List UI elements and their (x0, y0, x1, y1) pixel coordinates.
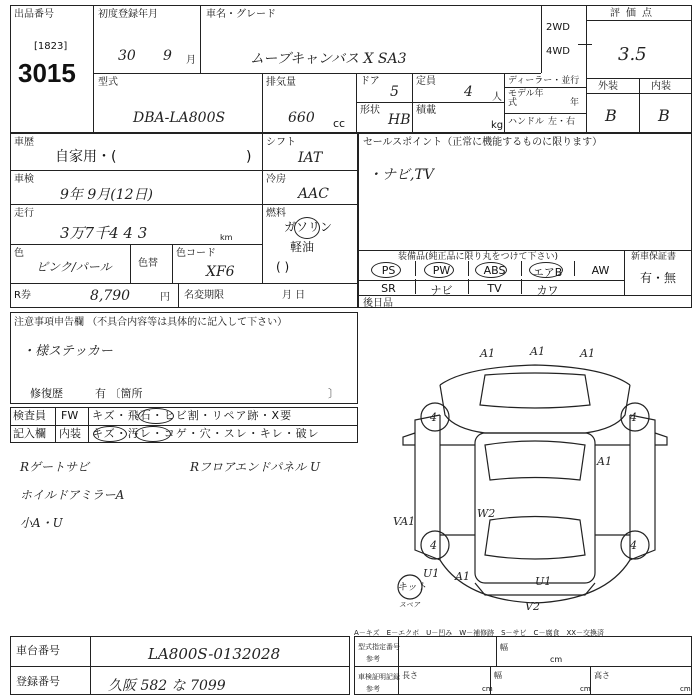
lot-code: [1823] (34, 41, 68, 52)
equip-airbag-circle (529, 262, 563, 278)
mark-right-side: A1 (597, 455, 612, 468)
model-label: 型式 (98, 77, 118, 88)
spec-label: 型式指定番号 (358, 643, 400, 651)
mark-rear-quarter: A1 (455, 570, 470, 583)
fuel-gas[interactable]: ガソリン (284, 220, 333, 234)
height-label: 高さ (594, 671, 610, 680)
handle-label: ハンドル (508, 117, 545, 127)
hood-outline (480, 373, 590, 408)
exterior-value: B (605, 106, 617, 125)
equip-ps-circle (371, 262, 401, 278)
color-code-value: XF6 (206, 264, 235, 280)
equipment-item-1-1[interactable]: PW (432, 264, 451, 277)
shape-value: HB (388, 112, 411, 128)
capacity-unit: 人 (492, 92, 502, 103)
ac-label: 冷房 (266, 174, 286, 185)
interior-scratch-circle (93, 426, 127, 442)
first-reg-label: 初度登録年月 (98, 9, 158, 20)
history-close: ) (246, 149, 252, 165)
length-unit: cm (482, 685, 493, 693)
shift-label: シフト (266, 137, 296, 148)
capacity-label: 定員 (416, 76, 436, 87)
mileage-label: 走行 (14, 208, 34, 219)
displacement-unit: cc (333, 117, 346, 130)
mark-front-left: A1 (480, 347, 495, 360)
equipment-item-2-0[interactable]: SR (381, 282, 396, 295)
ac-value: AAC (298, 186, 329, 202)
first-reg-month: 9 (163, 48, 172, 64)
chassis-value: LA800S-0132028 (148, 645, 281, 663)
history-value: 自家用・( (55, 149, 117, 165)
repair-close: 〕 (328, 387, 339, 400)
width-unit: cm (580, 685, 591, 693)
mark-rear-window: W2 (477, 507, 496, 520)
year-unit: 年 (570, 98, 580, 108)
spec-width-label: 幅 (500, 643, 508, 652)
fuel-gas-circle (294, 217, 320, 239)
color-label: 色 (14, 248, 24, 259)
sales-label: セールスポイント（正常に機能するものに限ります） (363, 137, 603, 148)
equipment-item-1-0[interactable]: PS (381, 264, 396, 277)
interior-dirt-circle (135, 426, 171, 442)
mark-rear-bumper: V2 (525, 600, 540, 613)
month-unit: 月 (186, 55, 196, 66)
history-label: 車歴 (14, 137, 34, 148)
notes-value: ・様ステッカー (22, 344, 113, 359)
mark-front-right: A1 (580, 347, 595, 360)
shift-value: IAT (298, 150, 323, 166)
equip-abs-circle (475, 262, 507, 278)
fuel-diesel[interactable]: 軽油 (290, 240, 315, 254)
color-change-label: 色替 (138, 258, 158, 269)
name-value: ムーブキャンバス X SA3 (250, 51, 407, 67)
mark-kit: キット (397, 582, 427, 593)
color-value: ピンク/パール (36, 260, 112, 274)
load-unit: kg (491, 120, 504, 131)
sales-value: ・ナビ,TV (368, 167, 434, 183)
interior-items[interactable]: キズ・汚レ・コゲ・穴・スレ・キレ・破レ (92, 427, 320, 440)
mark-rear-left: U1 (423, 567, 440, 580)
equipment-item-2-1[interactable]: ナビ (430, 284, 453, 297)
equipment-item-1-3[interactable]: エアB (532, 266, 563, 279)
afterfit-label: 後日品 (363, 298, 393, 309)
mark-rear-center: U1 (535, 575, 552, 588)
handle-options[interactable]: 左・右 (548, 117, 576, 127)
yen-unit: 円 (160, 292, 170, 303)
spare-label: スペア (399, 601, 420, 609)
first-reg-year: 30 (118, 48, 136, 64)
mark-front-center: A1 (530, 345, 545, 358)
remark-3: 小A・U (20, 516, 63, 530)
inspector-label: 検査員 (13, 409, 46, 422)
fw-label: FW (61, 409, 79, 422)
interior-value: B (658, 106, 670, 125)
rear-window-outline (485, 517, 585, 560)
plate-label: 登録番号 (16, 675, 60, 688)
equipment-item-1-4[interactable]: AW (591, 264, 610, 277)
lot-number: 3015 (18, 58, 76, 88)
equipment-item-2-2[interactable]: TV (487, 282, 502, 295)
fuel-paren: ( ) (276, 260, 290, 274)
length-label: 長さ (402, 671, 418, 680)
damage-legend: A－キズ E－エクボ U－凹み W－補修跡 S－サビ C－腐食 XX－交換済 (354, 629, 605, 637)
inspection-label: 車検 (14, 174, 34, 185)
new-warranty-label: 新車保証書 (631, 252, 677, 262)
remark-1: Rゲートサビ (20, 460, 90, 474)
door-label: ドア (360, 76, 380, 87)
fw-chip-circle (138, 408, 174, 424)
plate-value: 久阪 582 な 7099 (108, 678, 226, 694)
spec-ref-label: 参考 (366, 655, 380, 663)
color-code-label: 色コード (176, 248, 216, 259)
repair-label: 修復歴 (30, 387, 63, 400)
date-units: 月 日 (282, 290, 306, 301)
displacement-label: 排気量 (266, 77, 296, 88)
mark-left-door: VA1 (393, 515, 416, 528)
door-value: 5 (390, 84, 399, 100)
recycle-value: 8,790 (90, 288, 131, 304)
repair-value: 有 〔箇所 (95, 387, 143, 400)
inspection-value: 9年 9月(12日) (60, 187, 154, 203)
equipment-item-2-3[interactable]: カワ (536, 284, 559, 297)
displacement-value: 660 (288, 110, 315, 126)
fuel-label: 燃料 (266, 208, 286, 219)
warranty-options[interactable]: 有・無 (640, 271, 677, 285)
fw-items[interactable]: キズ・飛石・ヒビ割・リペア跡・X要 (92, 409, 293, 422)
model-value: DBA-LA800S (133, 110, 226, 126)
equip-label: 装備品(純正品に限り丸をつけて下さい) (398, 252, 559, 262)
mark-wheel-fl: 4 (430, 411, 437, 424)
windshield-outline (485, 441, 585, 480)
remark-4: Rフロアエンドパネル U (190, 460, 321, 474)
equipment-item-1-2[interactable]: ABS (483, 264, 506, 277)
capacity-value: 4 (464, 84, 473, 100)
entry-label: 記入欄 (13, 427, 46, 440)
header-frame (10, 5, 692, 133)
height-unit: cm (680, 685, 691, 693)
equip-pw-circle (424, 262, 454, 278)
rating-value: 3.5 (618, 44, 647, 65)
chassis-label: 車台番号 (16, 644, 60, 657)
dealer-label[interactable]: ディーラー・並行 (508, 76, 580, 86)
load-label: 積載 (416, 105, 436, 116)
spec-cm-unit: cm (550, 655, 563, 664)
name-label: 車名・グレード (206, 9, 276, 20)
cert-ref-label: 参考 (366, 685, 380, 693)
mark-wheel-rl: 4 (430, 539, 437, 552)
exterior-label: 外装 (598, 81, 618, 92)
remark-2: ホイルドアミラーA (20, 488, 125, 502)
rating-label: 評価点 (610, 8, 658, 19)
lot-label: 出品番号 (14, 9, 54, 20)
mileage-unit: km (220, 233, 233, 242)
recycle-label: R券 (14, 290, 31, 301)
drive-2wd[interactable]: 2WD (546, 22, 570, 33)
model-year-label: モデル年式 (508, 89, 544, 108)
front-bumper-outline (440, 365, 630, 385)
interior-row-label: 内装 (59, 427, 81, 440)
width-label: 幅 (494, 671, 502, 680)
interior-label: 内装 (651, 81, 671, 92)
name-change-label: 名変期限 (184, 290, 224, 301)
cert-label: 車検証明記録 (358, 673, 400, 681)
mileage-value: 3万7千4 4 3 (60, 224, 148, 242)
drive-4wd[interactable]: 4WD (546, 46, 570, 57)
damage-diagram (385, 345, 685, 615)
mark-wheel-fr: 4 (630, 411, 637, 424)
notes-label: 注意事項申告欄 （不具合内容等は具体的に記入して下さい） (14, 317, 288, 328)
mark-wheel-rr: 4 (630, 539, 637, 552)
shape-label: 形状 (360, 105, 380, 116)
